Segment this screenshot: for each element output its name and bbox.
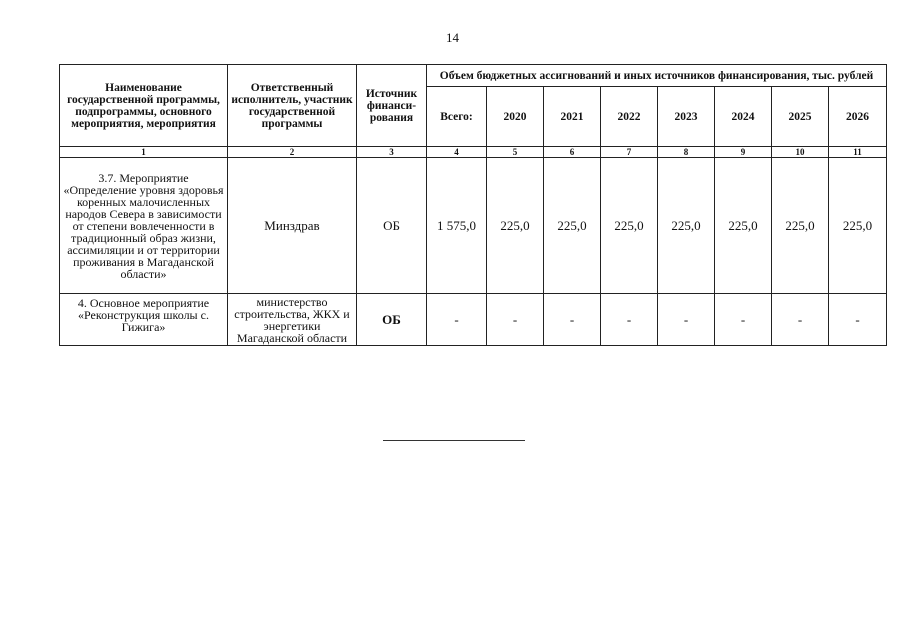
header-source: Источник финанси-рования xyxy=(357,65,427,147)
row-year-value: - xyxy=(772,294,829,346)
budget-table xyxy=(59,64,887,346)
column-number: 5 xyxy=(487,147,544,158)
row-year-value: 225,0 xyxy=(658,158,715,294)
header-year-2022: 2022 xyxy=(601,87,658,147)
column-number-row xyxy=(60,147,887,158)
header-total: Всего: xyxy=(427,87,487,147)
table-row xyxy=(60,294,887,346)
column-number: 8 xyxy=(658,147,715,158)
column-number: 4 xyxy=(427,147,487,158)
column-number: 11 xyxy=(829,147,887,158)
table-row xyxy=(60,158,887,294)
page-number: 14 xyxy=(446,30,459,45)
row-executor: Минздрав xyxy=(228,158,357,294)
column-number: 6 xyxy=(544,147,601,158)
row-year-value: - xyxy=(601,294,658,346)
header-year-2025: 2025 xyxy=(772,87,829,147)
column-number: 2 xyxy=(228,147,357,158)
row-total: 1 575,0 xyxy=(427,158,487,294)
header-year-2026: 2026 xyxy=(829,87,887,147)
header-year-2024: 2024 xyxy=(715,87,772,147)
column-number: 3 xyxy=(357,147,427,158)
header-year-2023: 2023 xyxy=(658,87,715,147)
row-year-value: 225,0 xyxy=(829,158,887,294)
column-number: 7 xyxy=(601,147,658,158)
header-year-2020: 2020 xyxy=(487,87,544,147)
row-name: 4. Основное мероприятие «Реконструкция школы с. Гижига» xyxy=(60,294,228,346)
header-year-2021: 2021 xyxy=(544,87,601,147)
row-total: - xyxy=(427,294,487,346)
row-executor: министерство строительства, ЖКХ и энергетики Магаданской области xyxy=(228,294,357,346)
row-year-value: 225,0 xyxy=(715,158,772,294)
header-name: Наименование государственной программы, подпрограммы, основного мероприятия, мероприятия xyxy=(60,65,228,147)
row-year-value: - xyxy=(544,294,601,346)
header-row-1 xyxy=(60,65,887,87)
row-year-value: 225,0 xyxy=(601,158,658,294)
row-source: ОБ xyxy=(357,294,427,346)
header-funding-group: Объем бюджетных ассигнований и иных источников финансирования, тыс. рублей xyxy=(427,65,887,87)
row-year-value: 225,0 xyxy=(772,158,829,294)
row-name: 3.7. Мероприятие «Определение уровня здоровья коренных малочисленных народов Севера в зависимости от степени вовлеченности в традиционный образ жизни, ассимиляции и от территории проживания в Магаданской области» xyxy=(60,158,228,294)
row-year-value: - xyxy=(487,294,544,346)
row-year-value: - xyxy=(658,294,715,346)
column-number: 10 xyxy=(772,147,829,158)
row-year-value: 225,0 xyxy=(487,158,544,294)
row-source: ОБ xyxy=(357,158,427,294)
header-executor: Ответственный исполнитель, участник государственной программы xyxy=(228,65,357,147)
row-year-value: 225,0 xyxy=(544,158,601,294)
column-number: 1 xyxy=(60,147,228,158)
bottom-rule xyxy=(383,440,525,441)
row-year-value: - xyxy=(829,294,887,346)
row-year-value: - xyxy=(715,294,772,346)
column-number: 9 xyxy=(715,147,772,158)
